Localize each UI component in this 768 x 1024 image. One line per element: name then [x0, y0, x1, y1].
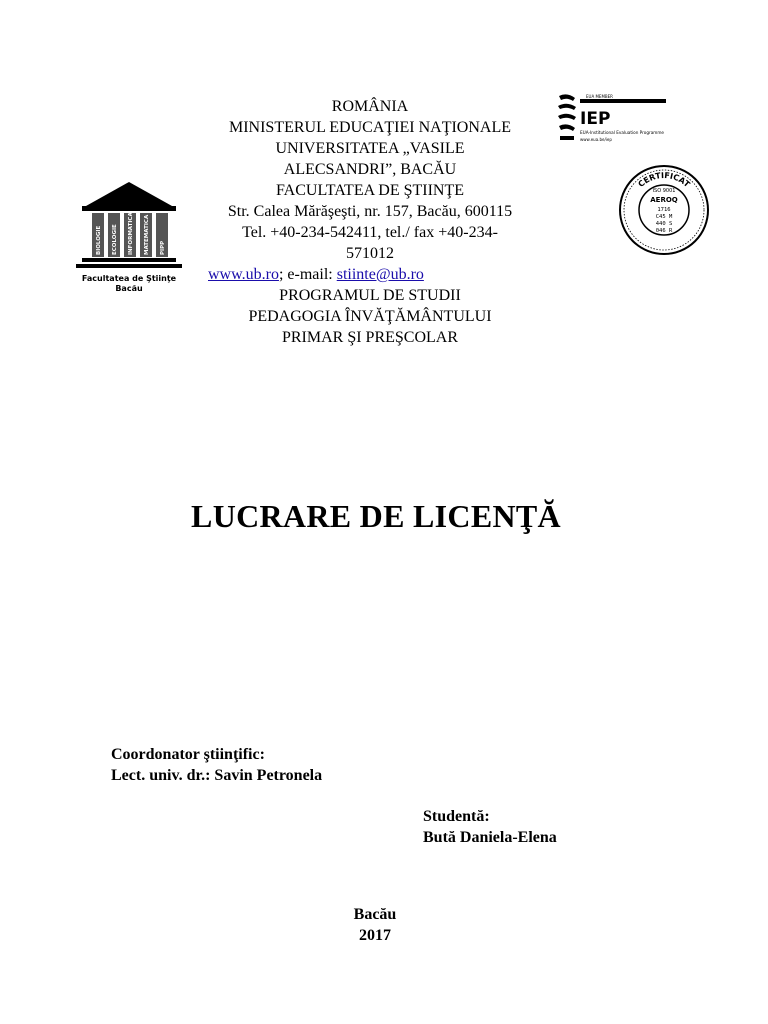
certificate-seal	[618, 164, 710, 256]
iep-name: IEP	[580, 109, 611, 129]
institution-header	[205, 96, 535, 348]
coordinator-block	[111, 744, 322, 786]
coordinator-name: Lect. univ. dr.: Savin Petronela	[111, 767, 323, 784]
faculty-caption-line1: Facultatea de Ştiinţe	[81, 274, 177, 283]
iep-emblem-icon	[556, 92, 668, 146]
faculty-building-icon	[70, 180, 188, 274]
iep-logo	[556, 92, 668, 146]
faculty-line: FACULTATEA DE ŞTIINŢE	[275, 182, 465, 199]
email-label: ; e-mail:	[278, 266, 337, 283]
university-line1: UNIVERSITATEA „VASILE	[275, 140, 465, 157]
cert-code: AEROQ	[650, 196, 678, 204]
iep-url: www.eua.be/iep	[580, 137, 612, 142]
cert-outer-text: CERTIFICAT	[636, 170, 692, 190]
phone-line2: 571012	[346, 245, 394, 262]
cert-iso: ISO 9001	[652, 188, 676, 194]
ministry-line: MINISTERUL EDUCAŢIEI NAŢIONALE	[228, 119, 512, 136]
column-label-3: INFORMATICA	[128, 212, 134, 255]
cert-number-3: 440 S	[655, 221, 673, 227]
program-line1: PROGRAMUL DE STUDII	[279, 287, 461, 304]
iep-subtitle: EUA-Institutional Evaluation Programme	[580, 130, 664, 135]
student-label: Studentă:	[423, 808, 490, 825]
student-name: Bută Daniela-Elena	[423, 829, 557, 846]
phone-line1: Tel. +40-234-542411, tel./ fax +40-234-	[242, 224, 498, 241]
iep-top-text: EUA MEMBER	[586, 94, 613, 99]
cert-number-2: C45 M	[655, 214, 673, 220]
column-label-2: ECOLOGIE	[112, 224, 118, 255]
address-line: Str. Calea Mărăşeşti, nr. 157, Bacău, 600115	[227, 203, 513, 220]
certificate-seal-icon	[618, 164, 710, 256]
university-line2: ALECSANDRI”, BACĂU	[283, 161, 457, 178]
student-block	[423, 806, 557, 848]
column-label-4: MATEMATICA	[144, 214, 150, 255]
website-link[interactable]: www.ub.ro	[208, 266, 279, 283]
faculty-logo-caption	[70, 274, 188, 294]
year: 2017	[359, 927, 391, 944]
email-link[interactable]: stiinte@ub.ro	[336, 266, 424, 283]
document-title: LUCRARE DE LICENŢĂ	[191, 498, 561, 534]
column-label-1: BIOLOGIE	[96, 225, 102, 255]
program-line3: PRIMAR ŞI PREŞCOLAR	[281, 329, 459, 346]
place-year-block	[330, 904, 420, 946]
contact-line	[208, 264, 535, 285]
column-label-5: PIPP	[160, 240, 166, 255]
country-line: ROMÂNIA	[331, 98, 409, 115]
faculty-caption-line2: Bacău	[115, 284, 143, 293]
city: Bacău	[353, 906, 397, 923]
cert-number-1: 1716	[657, 207, 671, 213]
study-program	[205, 285, 535, 348]
program-line2: PEDAGOGIA ÎNVĂŢĂMÂNTULUI	[248, 308, 492, 325]
coordinator-label: Coordonator ştiinţific:	[111, 746, 265, 763]
faculty-logo	[70, 180, 188, 306]
cert-number-4: 046 R	[655, 228, 673, 234]
